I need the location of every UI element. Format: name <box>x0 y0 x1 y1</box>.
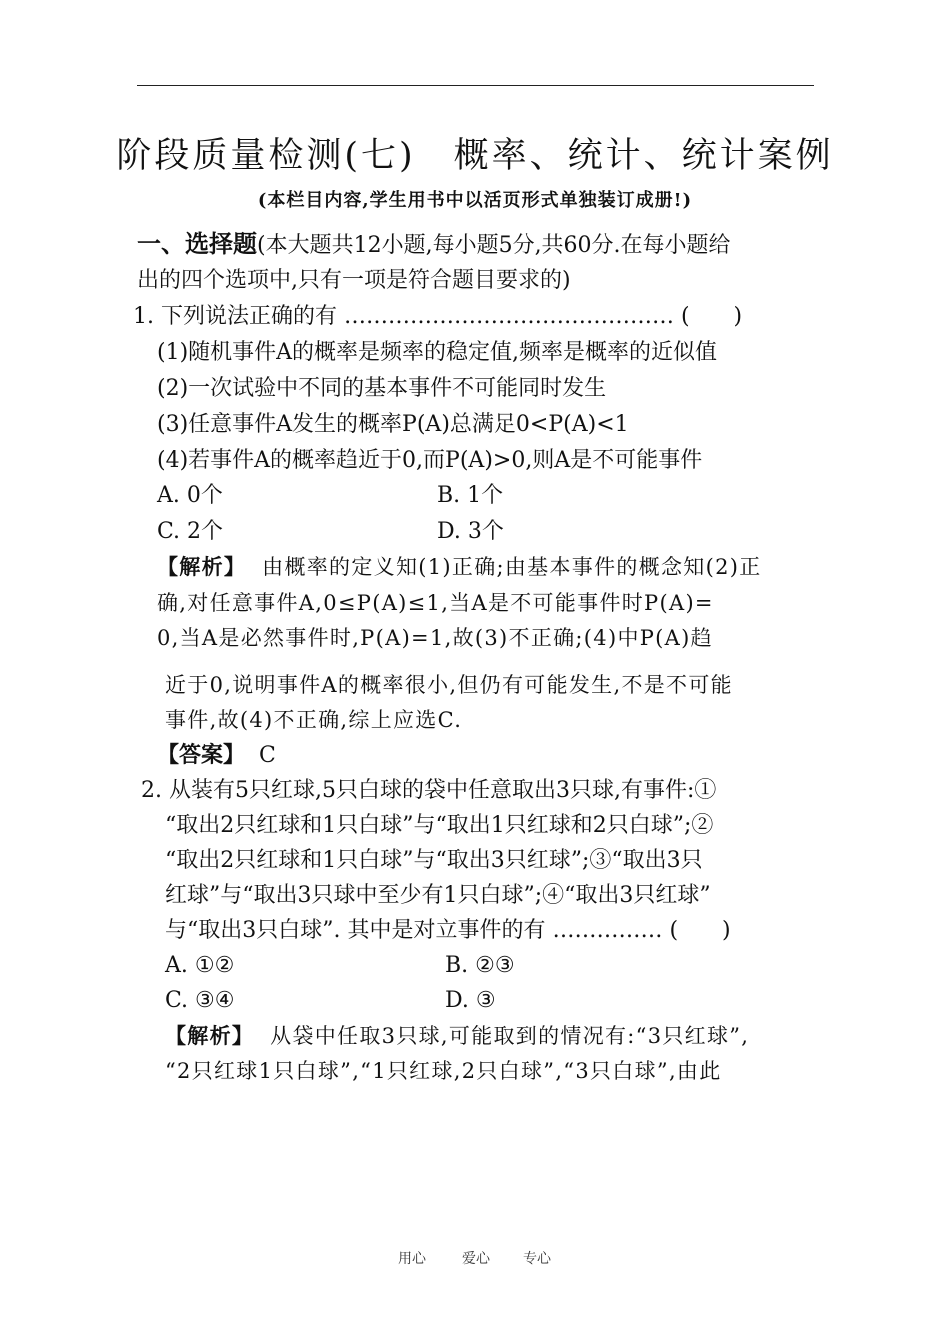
q1-answer-label: 【答案】 <box>157 743 246 768</box>
section-desc: (本大题共12小题,每小题5分,共60分.在每小题给 <box>257 233 731 258</box>
q1-statement-3: (3)任意事件A发生的概率P(A)总满足0<P(A)<1 <box>157 412 629 437</box>
q2-analysis-line-1 <box>165 1021 749 1051</box>
q1-analysis-line-4: 近于0,说明事件A的概率很小,但仍有可能发生,不是不可能 <box>165 673 733 697</box>
q1-answer-value: C <box>259 743 276 768</box>
section-desc-2: 出的四个选项中,只有一项是符合题目要求的) <box>137 268 571 293</box>
q1-analysis-text-1: 由概率的定义知(1)正确;由基本事件的概念知(2)正 <box>262 555 762 579</box>
footer-zhuanxin: 专心 <box>523 1251 551 1267</box>
section-heading <box>137 229 731 261</box>
q2-stem-4: 红球”与“取出3只球中至少有1只白球”;④“取出3只红球” <box>165 883 711 908</box>
q2-option-b: B. ②③ <box>445 953 515 978</box>
footer-aixin: 爱心 <box>462 1251 490 1267</box>
q1-statement-1: (1)随机事件A的概率是频率的稳定值,频率是概率的近似值 <box>157 340 718 365</box>
q2-stem-1: 2. 从装有5只红球,5只白球的袋中任意取出3只球,有事件:① <box>141 778 717 803</box>
q1-statement-4: (4)若事件A的概率趋近于0,而P(A)>0,则A是不可能事件 <box>157 448 703 473</box>
q1-analysis-line-1 <box>157 552 762 582</box>
page-title: 阶段质量检测(七) 概率、统计、统计案例 <box>116 136 834 176</box>
q2-analysis-text-1: 从袋中任取3只球,可能取到的情况有:“3只红球”, <box>270 1024 750 1048</box>
q2-stem-2: “取出2只红球和1只白球”与“取出1只红球和2只白球”;② <box>165 813 714 838</box>
q1-option-c: C. 2个 <box>157 519 224 544</box>
q2-option-a: A. ①② <box>165 953 235 978</box>
q1-answer <box>157 741 276 771</box>
q1-option-b: B. 1个 <box>437 483 504 508</box>
footer-yongxin: 用心 <box>398 1251 426 1267</box>
q1-stem: 1. 下列说法正确的有 ……………………………………… ( ) <box>133 304 743 329</box>
q1-option-d: D. 3个 <box>437 519 504 544</box>
q1-analysis-line-5: 事件,故(4)不正确,综上应选C. <box>165 708 463 732</box>
q1-option-a: A. 0个 <box>157 483 223 508</box>
header-rule <box>137 85 814 86</box>
q1-analysis-line-2: 确,对任意事件A,0≤P(A)≤1,当A是不可能事件时P(A)= <box>157 591 714 615</box>
q1-statement-2: (2)一次试验中不同的基本事件不可能同时发生 <box>157 376 607 401</box>
q2-option-d: D. ③ <box>445 988 496 1013</box>
q1-analysis-line-3: 0,当A是必然事件时,P(A)=1,故(3)不正确;(4)中P(A)趋 <box>157 626 713 650</box>
page-subtitle: (本栏目内容,学生用书中以活页形式单独装订成册!) <box>257 190 693 211</box>
q1-analysis-label: 【解析】 <box>157 555 247 579</box>
q2-option-c: C. ③④ <box>165 988 235 1013</box>
section-label: 一、选择题 <box>137 230 257 258</box>
q2-stem-3: “取出2只红球和1只白球”与“取出3只红球”;③“取出3只 <box>165 848 703 873</box>
q2-analysis-label: 【解析】 <box>165 1024 255 1048</box>
q2-stem-5: 与“取出3只白球”. 其中是对立事件的有 …………… ( ) <box>165 918 731 943</box>
q2-analysis-line-2: “2只红球1只白球”,“1只红球,2只白球”,“3只白球”,由此 <box>165 1059 722 1083</box>
